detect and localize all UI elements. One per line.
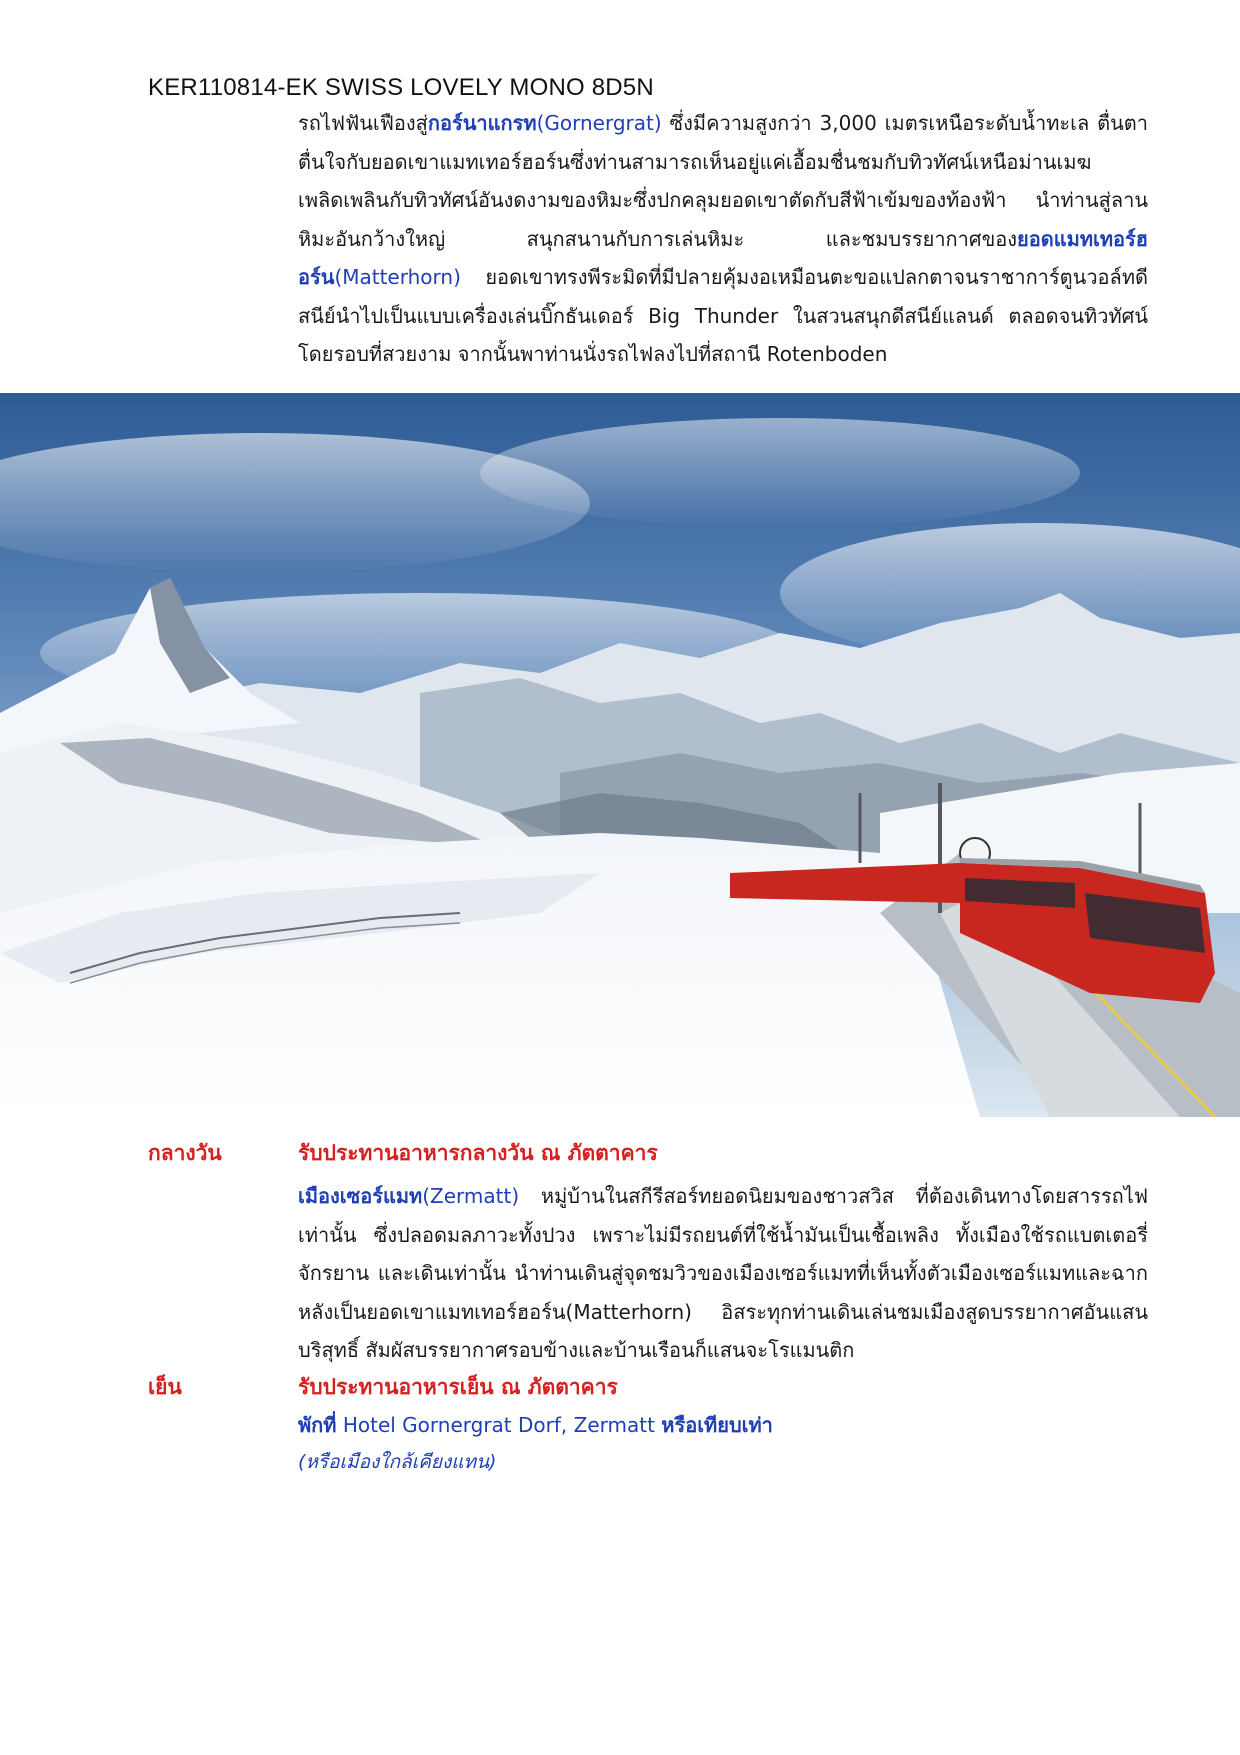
- matterhorn-name-th: ยอดแมทเทอร์ฮอร์น: [298, 226, 1148, 289]
- matterhorn-name-en: (Matterhorn): [334, 265, 461, 289]
- dinner-title: รับประทานอาหารเย็น ณ ภัตตาคาร: [298, 1375, 618, 1399]
- zermatt-paragraph: [298, 1177, 1148, 1370]
- tour-code-header: KER110814-EK SWISS LOVELY MONO 8D5N: [148, 74, 654, 101]
- zermatt-name-th: เมืองเซอร์แมท: [298, 1184, 423, 1208]
- hotel-suffix: หรือเทียบเท่า: [661, 1413, 773, 1437]
- zermatt-text: หมู่บ้านในสกีรีสอร์ทยอดนิยมของชาวสวิส ที่ต้องเดินทางโดยสารรถไฟเท่านั้น ซึ่งปลอดมลภาวะทั้งปวง เพราะไม่มีรถยนต์ที่ใช้น้ำมันเป็นเชื้อเพลิง ทั้งเมืองใช้รถแบตเตอรี่ จักรยาน และเดินเท่านั้น นำท่านเดินสู่จุดชมวิวของเมืองเซอร์แมทที่เห็นทั้งตัวเมืองเซอร์แมทและฉากหลังเป็นยอดเขาแมทเทอร์ฮอร์น(Matterhorn) อิสระทุกท่านเดินเล่นชมเมืองสูดบรรยากาศอันแสนบริสุทธิ์ สัมผัสบรรยากาศรอบข้างและบ้านเรือนก็แสนจะโรแมนติก: [298, 1184, 1148, 1362]
- intro-text-1: รถไฟฟันเฟืองสู่: [298, 111, 428, 135]
- gornergrat-name-en: (Gornergrat): [536, 111, 662, 135]
- lunch-title: รับประทานอาหารกลางวัน ณ ภัตตาคาร: [298, 1141, 658, 1165]
- hotel-name: Hotel Gornergrat Dorf, Zermatt: [336, 1413, 662, 1437]
- gornergrat-name-th: กอร์นาแกรท: [427, 111, 537, 135]
- hotel-prefix: พักที่: [298, 1413, 337, 1437]
- gornergrat-paragraph: [298, 104, 1148, 374]
- intro-text-2: ซึ่งมีความสูงกว่า 3,000 เมตรเหนือระดับน้ำทะเล ตื่นตาตื่นใจกับยอดเขาแมทเทอร์ฮอร์นซึ่งท่านสามารถเห็นอยู่แค่เอื้อมชื่นชมกับทิวทัศน์เหนือม่านเมฆ เพลิดเพลินกับทิวทัศน์อันงดงามของหิมะซึ่งปกคลุมยอดเขาตัดกับสีฟ้าเข้มของท้องฟ้า นำท่านสู่ลานหิมะอันกว้างใหญ่ สนุกสนานกับการเล่นหิมะ และชมบรรยากาศของ: [298, 111, 1148, 251]
- dinner-label: เย็น: [148, 1375, 182, 1399]
- cloud: [480, 418, 1080, 528]
- hotel-note: (หรือเมืองใกล้เคียงแทน): [298, 1451, 497, 1473]
- lunch-label: กลางวัน: [148, 1141, 222, 1165]
- zermatt-name-en: (Zermatt): [422, 1184, 520, 1208]
- intro-text-3: ยอดเขาทรงพีระมิดที่มีปลายคุ้มงอเหมือนตะขอแปลกตาจนราชาการ์ตูนวอล์ทดีสนีย์นำไปเป็นแบบเครื่องเล่นบิ๊กธันเดอร์ Big Thunder ในสวนสนุกดีสนีย์แลนด์ ตลอดจนทิวทัศน์โดยรอบที่สวยงาม จากนั้นพาท่านนั่งรถไฟลงไปที่สถานี Rotenboden: [298, 265, 1148, 366]
- matterhorn-train-photo: [0, 393, 1240, 1117]
- hotel-line: [298, 1409, 773, 1441]
